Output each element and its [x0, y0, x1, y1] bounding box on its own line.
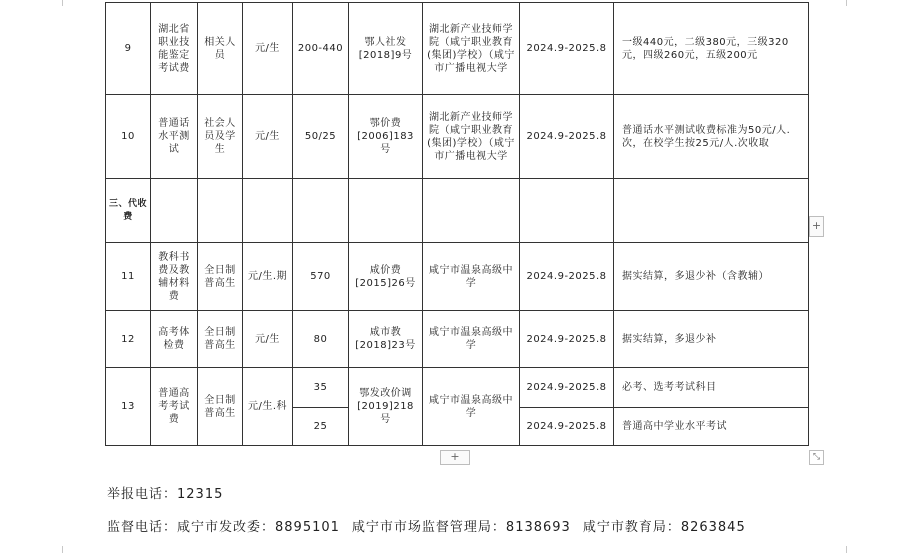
empty-cell	[293, 179, 349, 243]
cell-standard: 35	[293, 368, 349, 408]
cell-no: 13	[106, 368, 151, 446]
cell-note: 据实结算，多退少补（含教辅）	[614, 243, 809, 311]
cell-target: 全日制普高生	[198, 368, 243, 446]
cell-no: 11	[106, 243, 151, 311]
cell-standard: 50/25	[293, 95, 349, 179]
cell-target: 全日制普高生	[198, 243, 243, 311]
cell-period: 2024.9-2025.8	[520, 3, 614, 95]
table-row	[106, 311, 809, 368]
add-column-button[interactable]: +	[809, 216, 824, 237]
cell-note: 据实结算，多退少补	[614, 311, 809, 368]
cell-agency: 咸宁市温泉高级中学	[423, 311, 520, 368]
cell-no: 9	[106, 3, 151, 95]
cell-basis: 鄂发改价调[2019]218号	[349, 368, 423, 446]
empty-cell	[423, 179, 520, 243]
cell-period: 2024.9-2025.8	[520, 95, 614, 179]
cell-item: 高考体检费	[151, 311, 198, 368]
section-heading: 三、代收费	[106, 179, 151, 243]
cell-target: 社会人员及学生	[198, 95, 243, 179]
section-row	[106, 179, 809, 243]
table-row	[106, 243, 809, 311]
supervision-phone-3: 咸宁市教育局：8263845	[582, 520, 746, 535]
add-row-button[interactable]: +	[440, 450, 470, 465]
cell-unit: 元/生.科	[243, 368, 293, 446]
cell-agency: 咸宁市温泉高级中学	[423, 243, 520, 311]
cell-standard: 570	[293, 243, 349, 311]
cell-item: 湖北省职业技能鉴定考试费	[151, 3, 198, 95]
cell-basis: 咸市教[2018]23号	[349, 311, 423, 368]
cell-note: 普通高中学业水平考试	[614, 408, 809, 446]
cell-basis: 鄂人社发[2018]9号	[349, 3, 423, 95]
empty-cell	[198, 179, 243, 243]
cell-no: 12	[106, 311, 151, 368]
cell-item: 教科书费及教辅材料费	[151, 243, 198, 311]
table-row	[106, 3, 809, 95]
cell-period: 2024.9-2025.8	[520, 408, 614, 446]
cell-standard: 80	[293, 311, 349, 368]
cell-no: 10	[106, 95, 151, 179]
supervision-phone-1: 咸宁市发改委：8895101	[177, 520, 340, 535]
cell-unit: 元/生	[243, 95, 293, 179]
cell-standard: 200-440	[293, 3, 349, 95]
cell-standard: 25	[293, 408, 349, 446]
cell-basis: 咸价费[2015]26号	[349, 243, 423, 311]
cell-unit: 元/生.期	[243, 243, 293, 311]
cell-item: 普通话水平测试	[151, 95, 198, 179]
cell-agency: 湖北新产业技师学院（咸宁职业教育(集团)学校）（咸宁市广播电视大学	[423, 95, 520, 179]
supervision-phones	[107, 516, 758, 535]
table-row	[106, 95, 809, 179]
cell-period: 2024.9-2025.8	[520, 311, 614, 368]
empty-cell	[151, 179, 198, 243]
empty-cell	[614, 179, 809, 243]
cell-target: 全日制普高生	[198, 311, 243, 368]
page-corner-mark	[846, 0, 855, 6]
empty-cell	[520, 179, 614, 243]
cell-unit: 元/生	[243, 311, 293, 368]
cell-agency: 湖北新产业技师学院（咸宁职业教育(集团)学校）（咸宁市广播电视大学	[423, 3, 520, 95]
fee-table	[105, 2, 809, 446]
cell-note: 普通话水平测试收费标准为50元/人.次，在校学生按25元/人.次收取	[614, 95, 809, 179]
cell-period: 2024.9-2025.8	[520, 368, 614, 408]
cell-agency: 咸宁市温泉高级中学	[423, 368, 520, 446]
table-row	[106, 368, 809, 408]
empty-cell	[349, 179, 423, 243]
cell-target: 相关人员	[198, 3, 243, 95]
cell-note: 一级440元，二级380元，三级320元，四级260元，五级200元	[614, 3, 809, 95]
report-phone: 举报电话：12315	[107, 487, 224, 502]
page-corner-mark	[846, 546, 855, 553]
cell-basis: 鄂价费[2006]183号	[349, 95, 423, 179]
cell-item: 普通高考考试费	[151, 368, 198, 446]
supervision-label: 监督电话：	[107, 520, 178, 535]
supervision-phone-2: 咸宁市市场监督管理局：8138693	[351, 520, 571, 535]
page-corner-mark	[54, 0, 63, 6]
cell-note: 必考、选考考试科目	[614, 368, 809, 408]
table-resize-handle[interactable]: ⤡	[809, 450, 824, 465]
empty-cell	[243, 179, 293, 243]
cell-period: 2024.9-2025.8	[520, 243, 614, 311]
cell-unit: 元/生	[243, 3, 293, 95]
page-corner-mark	[54, 546, 63, 553]
